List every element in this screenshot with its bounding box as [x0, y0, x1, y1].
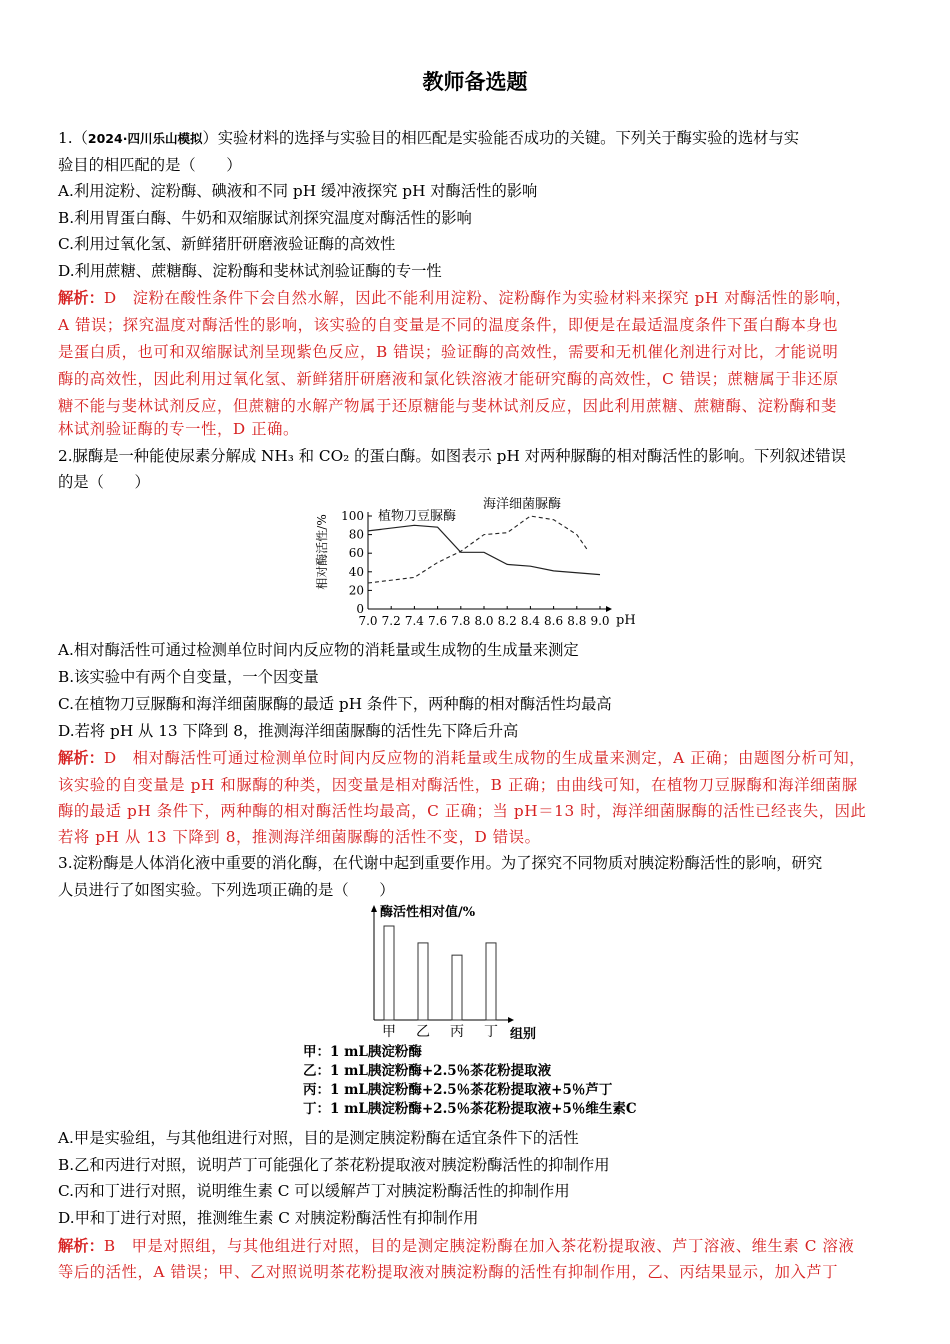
q1-analysis-line: 林试剂验证酶的专一性，D 正确。 [58, 420, 299, 438]
q3-analysis-line: 解析：B 甲是对照组，与其他组进行对照，目的是测定胰淀粉酶在加入茶花粉提取液、芦丁溶液、维生素 C 溶液 [58, 1237, 855, 1255]
q3-option-a: A.甲是实验组，与其他组进行对照，目的是测定胰淀粉酶在适宜条件下的活性 [58, 1129, 579, 1147]
y-axis-label: 相对酶活性/% [315, 514, 329, 590]
category-label: 乙 [416, 1024, 430, 1040]
q1-analysis-label: 解析： [58, 289, 104, 307]
q1-source: 2024·四川乐山模拟 [87, 131, 203, 146]
page-title: 教师备选题 [422, 70, 528, 94]
bar-甲 [384, 926, 394, 1020]
q1-option-c: C.利用过氧化氢、新鲜猪肝研磨液验证酶的高效性 [58, 235, 396, 253]
q3-option-c: C.丙和丁进行对照，说明维生素 C 可以缓解芦丁对胰淀粉酶活性的抑制作用 [58, 1182, 570, 1200]
q1-analysis-line: 糖不能与斐林试剂反应，但蔗糖的水解产物属于还原糖能与斐林试剂反应，因此利用蔗糖、蔗糖酶、淀粉酶和斐 [58, 397, 837, 415]
bar-丁 [486, 943, 496, 1020]
q2-analysis-line: 酶的最适 pH 条件下，两种酶的相对酶活性均最高，C 正确；当 pH＝13 时，海洋细菌脲酶的活性已经丧失，因此 [58, 802, 867, 820]
q1-analysis-line: A 错误；探究温度对酶活性的影响，该实验的自变量是不同的温度条件，即便是在最适温度条件下蛋白酶本身也 [58, 316, 839, 334]
x-tick-label: 7.0 [358, 614, 378, 628]
x-tick-label: 7.6 [428, 614, 448, 628]
y-tick-label: 100 [341, 509, 364, 523]
category-label: 丙 [450, 1024, 464, 1040]
q3-stem-line-1: 3.淀粉酶是人体消化液中重要的消化酶，在代谢中起到重要作用。为了探究不同物质对胰淀粉酶活性的影响，研究 [58, 854, 823, 872]
q3-analysis-line: 等后的活性，A 错误；甲、乙对照说明茶花粉提取液对胰淀粉酶的活性有抑制作用，乙、丙结果显示，加入芦丁 [58, 1263, 839, 1281]
x-axis-label: pH [616, 613, 636, 628]
q2-stem-line-1: 2.脲酶是一种能使尿素分解成 NH₃ 和 CO₂ 的蛋白酶。如图表示 pH 对两种脲酶的相对酶活性的影响。下列叙述错误 [58, 447, 846, 465]
q3-option-d: D.甲和丁进行对照，推测维生素 C 对胰淀粉酶活性有抑制作用 [58, 1209, 479, 1227]
y-tick-label: 40 [348, 564, 364, 579]
legend-line-yi: 乙：1 mL胰淀粉酶+2.5％茶花粉提取液 [303, 1063, 552, 1079]
x-tick-label: 8.6 [544, 614, 564, 628]
x-tick-label: 7.4 [404, 614, 424, 628]
legend-line-bing: 丙：1 mL胰淀粉酶+2.5％茶花粉提取液+5％芦丁 [303, 1082, 613, 1098]
legend-plant-urease: 植物刀豆脲酶 [378, 509, 457, 524]
q3-stem-line-2: 人员进行了如图实验。下列选项正确的是（ ） [58, 881, 395, 899]
q1-stem-line-1: 1.（2024·四川乐山模拟）实验材料的选择与实验目的相匹配是实验能否成功的关键。下列关于酶实验的选材与实 [58, 129, 800, 147]
x-axis-arrow [508, 1017, 514, 1023]
bar-丙 [452, 955, 462, 1020]
x-tick-label: 8.4 [520, 614, 540, 628]
x-tick-label: 7.2 [381, 614, 401, 628]
category-label: 甲 [382, 1024, 396, 1040]
x-tick-label: 7.8 [451, 614, 471, 628]
q2-analysis-line: 若将 pH 从 13 下降到 8，推测海洋细菌脲酶的活性不变，D 错误。 [58, 828, 541, 846]
q1-analysis-line: 解析：D 淀粉在酸性条件下会自然水解，因此不能利用淀粉、淀粉酶作为实验材料来探究 pH 对酶活性的影响， [58, 289, 852, 307]
y-tick-label: 80 [348, 527, 364, 542]
q2-option-a: A.相对酶活性可通过检测单位时间内反应物的消耗量或生成物的生成量来测定 [58, 641, 579, 659]
q1-analysis-line: 酶的高效性，因此利用过氧化氢、新鲜猪肝研磨液和氯化铁溶液才能研究酶的高效性，C 错误；蔗糖属于非还原 [58, 370, 839, 388]
x-tick-label: 8.8 [567, 614, 587, 628]
q1-option-a: A.利用淀粉、淀粉酶、碘液和不同 pH 缓冲液探究 pH 对酶活性的影响 [58, 182, 538, 200]
y-tick-label: 20 [348, 583, 364, 598]
q3-analysis-label: 解析： [58, 1237, 104, 1255]
y-tick-label: 60 [348, 546, 364, 561]
x-tick-label: 8.0 [474, 614, 494, 628]
y-tick-label: 0 [356, 602, 364, 616]
y-axis-arrow [371, 905, 377, 912]
ph-activity-line-chart [315, 494, 638, 632]
q2-stem-line-2: 的是（ ） [58, 473, 150, 491]
q1-option-b: B.利用胃蛋白酶、牛奶和双缩脲试剂探究温度对酶活性的影响 [58, 209, 472, 227]
enzyme-activity-bar-chart [360, 902, 550, 1042]
q2-option-b: B.该实验中有两个自变量，一个因变量 [58, 668, 319, 686]
q2-analysis-line: 该实验的自变量是 pH 和脲酶的种类，因变量是相对酶活性，B 正确；由曲线可知，在植物刀豆脲酶和海洋细菌脲 [58, 776, 858, 794]
q3-option-b: B.乙和丙进行对照，说明芦丁可能强化了茶花粉提取液对胰淀粉酶活性的抑制作用 [58, 1156, 610, 1174]
q2-option-c: C.在植物刀豆脲酶和海洋细菌脲酶的最适 pH 条件下，两种酶的相对酶活性均最高 [58, 695, 612, 713]
q2-analysis-label: 解析： [58, 749, 104, 767]
q1-stem-line-2: 验目的相匹配的是（ ） [58, 156, 242, 174]
q2-option-d: D.若将 pH 从 13 下降到 8，推测海洋细菌脲酶的活性先下降后升高 [58, 722, 519, 740]
series-line-marine-urease [368, 516, 588, 583]
q1-option-d: D.利用蔗糖、蔗糖酶、淀粉酶和斐林试剂验证酶的专一性 [58, 262, 442, 280]
q2-analysis-line: 解析：D 相对酶活性可通过检测单位时间内反应物的消耗量或生成物的生成量来测定，A 正确；由题图分析可知， [58, 749, 866, 767]
category-label: 丁 [484, 1024, 498, 1040]
legend-line-jia: 甲：1 mL胰淀粉酶 [303, 1044, 422, 1060]
x-axis-arrow [606, 606, 612, 612]
q1-analysis-line: 是蛋白质，也可和双缩脲试剂呈现紫色反应，B 错误；验证酶的高效性，需要和无机催化剂进行对比，才能说明 [58, 343, 839, 361]
x-tick-label: 8.2 [497, 614, 517, 628]
y-axis-label: 酶活性相对值/% [380, 905, 476, 920]
legend-line-ding: 丁：1 mL胰淀粉酶+2.5％茶花粉提取液+5％维生素C [303, 1101, 637, 1117]
x-axis-label: 组别 [510, 1027, 537, 1042]
bar-乙 [418, 943, 428, 1020]
series-line-plant-urease [368, 525, 600, 574]
x-tick-label: 9.0 [590, 614, 610, 628]
legend-marine-urease: 海洋细菌脲酶 [483, 497, 562, 512]
